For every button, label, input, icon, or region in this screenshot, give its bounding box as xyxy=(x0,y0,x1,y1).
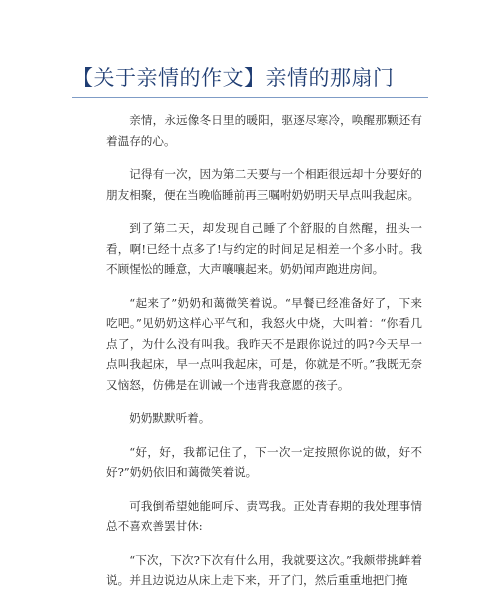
paragraph-5: 奶奶默默听着。 xyxy=(129,411,211,425)
paragraph-1: 亲情，永远像冬日里的暖阳，驱逐尽寒冷，唤醒那颗还有着温存的心。 xyxy=(106,113,422,148)
paragraph-3: 到了第二天，却发现自己睡了个舒服的自然醒，扭头一看，啊!已经十点多了!与约定的时间足足相差一个多小时。我不顾惺忪的睡意，大声嚷嚷起来。奶奶闻声跑进房间。 xyxy=(106,221,422,276)
paragraph-7: 可我倒希望她能呵斥、责骂我。正处青春期的我处理事情总不喜欢善罢甘休: xyxy=(106,498,422,533)
document-body xyxy=(106,110,422,604)
title-underline xyxy=(72,97,428,98)
paragraph-2: 记得有一次，因为第二天要与一个相距很远却十分要好的朋友相聚，便在当晚临睡前再三嘱咐奶奶明天早点叫我起床。 xyxy=(106,167,422,202)
paragraph-6: “好，好，我都记住了，下一次一定按照你说的做，好不好?”奶奶依旧和蔼微笑着说。 xyxy=(106,444,422,479)
paragraph-8: “下次，下次?下次有什么用，我就要这次。”我颇带挑衅着说。并且边说边从床上走下来，开了门，然后重重地把门掩 xyxy=(106,552,422,587)
document-title: 【关于亲情的作文】亲情的那扇门 xyxy=(72,66,395,90)
paragraph-4: “起来了”奶奶和蔼微笑着说。“早餐已经准备好了，下来吃吧。”见奶奶这样心平气和，我怒火中烧，大叫着：“你看几点了，为什么没有叫我。我昨天不是跟你说过的吗?今天早一点叫我起床，早一点叫我起床，可是，你就是不听。”我既无奈又恼怒，仿佛是在训诫一个违背我意愿的孩子。 xyxy=(106,295,422,392)
